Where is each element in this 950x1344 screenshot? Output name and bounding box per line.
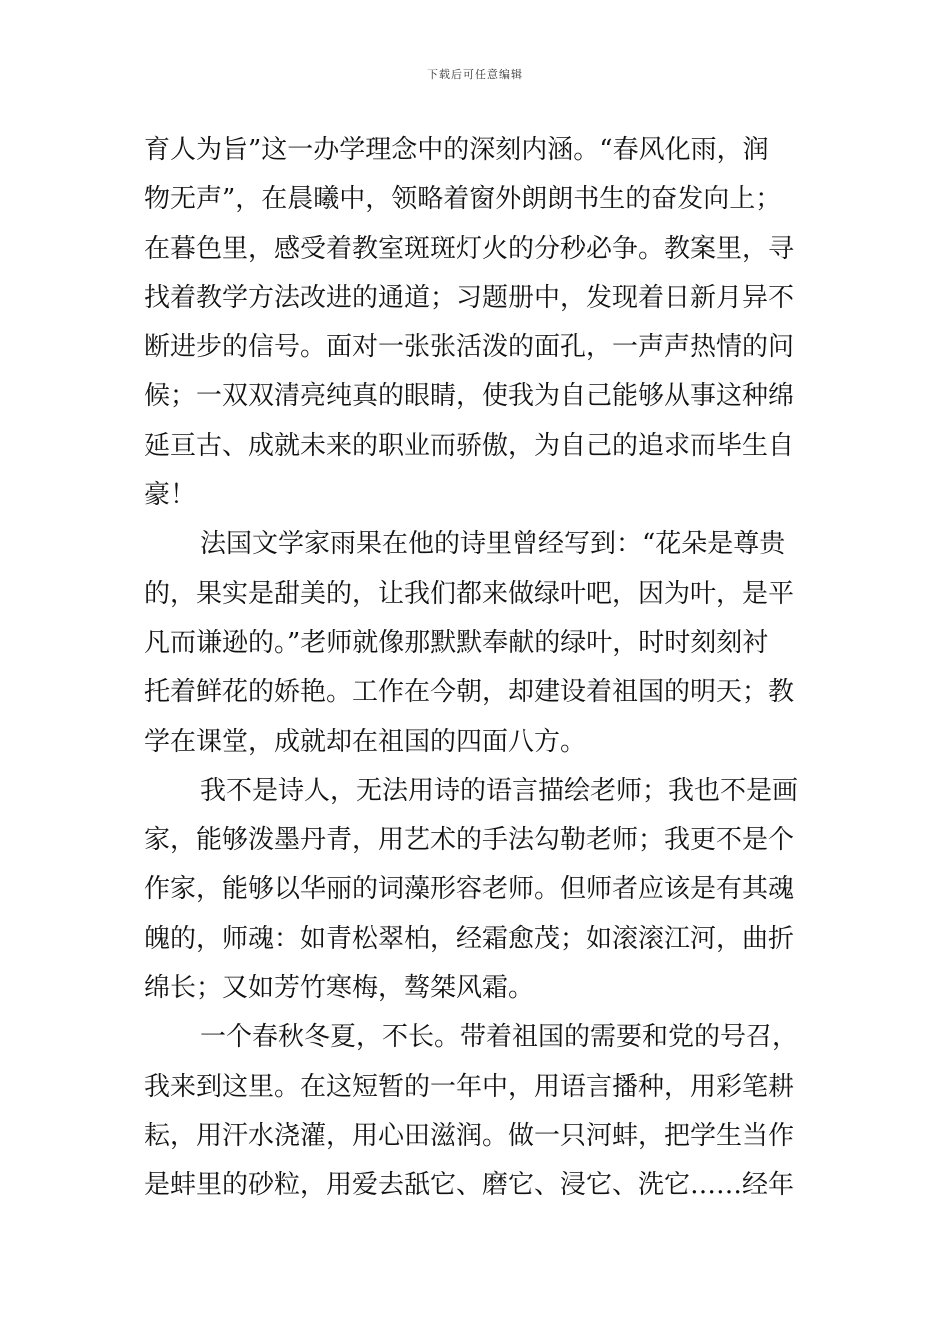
text-line: 的，果实是甜美的，让我们都来做绿叶吧，因为叶，是平 [144,578,795,609]
text-line: 作家，能够以华丽的词藻形容老师。但师者应该是有其魂 [144,874,795,905]
text-line: 绵长；又如芳竹寒梅，骜桀风霜。 [144,973,535,1004]
text-line: 一个春秋冬夏，不长。带着祖国的需要和党的号召， [200,1022,799,1053]
page-header: 下载后可任意编辑 [427,68,523,81]
text-line: 育人为旨”这一办学理念中的深刻内涵。“春风化雨，润 [144,135,769,165]
text-line: 托着鲜花的娇艳。工作在今朝，却建设着祖国的明天；教 [144,677,795,708]
text-line: 我来到这里。在这短暂的一年中，用语言播种，用彩笔耕 [144,1071,795,1102]
text-line: 学在课堂，成就却在祖国的四面八方。 [144,726,587,757]
text-line: 候；一双双清亮纯真的眼睛，使我为自己能够从事这种绵 [144,381,795,412]
text-line: 是蚌里的砂粒，用爱去舐它、磨它、浸它、洗它……经年 [144,1170,795,1201]
text-line: 家，能够泼墨丹青，用艺术的手法勾勒老师；我更不是个 [144,825,795,856]
body-text [144,126,814,1211]
text-line: 凡而谦逊的。”老师就像那默默奉献的绿叶，时时刻刻衬 [144,627,769,658]
text-line: 延亘古、成就未来的职业而骄傲，为自己的追求而毕生自 [144,430,795,461]
text-line: 豪！ [144,480,197,511]
text-line: 耘，用汗水浇灌，用心田滋润。做一只河蚌，把学生当作 [144,1120,795,1151]
text-line: 法国文学家雨果在他的诗里曾经写到：“花朵是尊贵 [200,529,786,560]
text-line: 物无声”，在晨曦中，领略着窗外朗朗书生的奋发向上； [144,184,782,215]
text-line: 在暮色里，感受着教室斑斑灯火的分秒必争。教案里，寻 [144,233,795,264]
text-line: 断进步的信号。面对一张张活泼的面孔，一声声热情的问 [144,332,795,363]
text-line: 找着教学方法改进的通道；习题册中，发现着日新月异不 [144,282,795,313]
text-line: 魄的，师魂：如青松翠柏，经霜愈茂；如滚滚江河，曲折 [144,923,795,954]
text-line: 我不是诗人，无法用诗的语言描绘老师；我也不是画 [200,775,799,806]
